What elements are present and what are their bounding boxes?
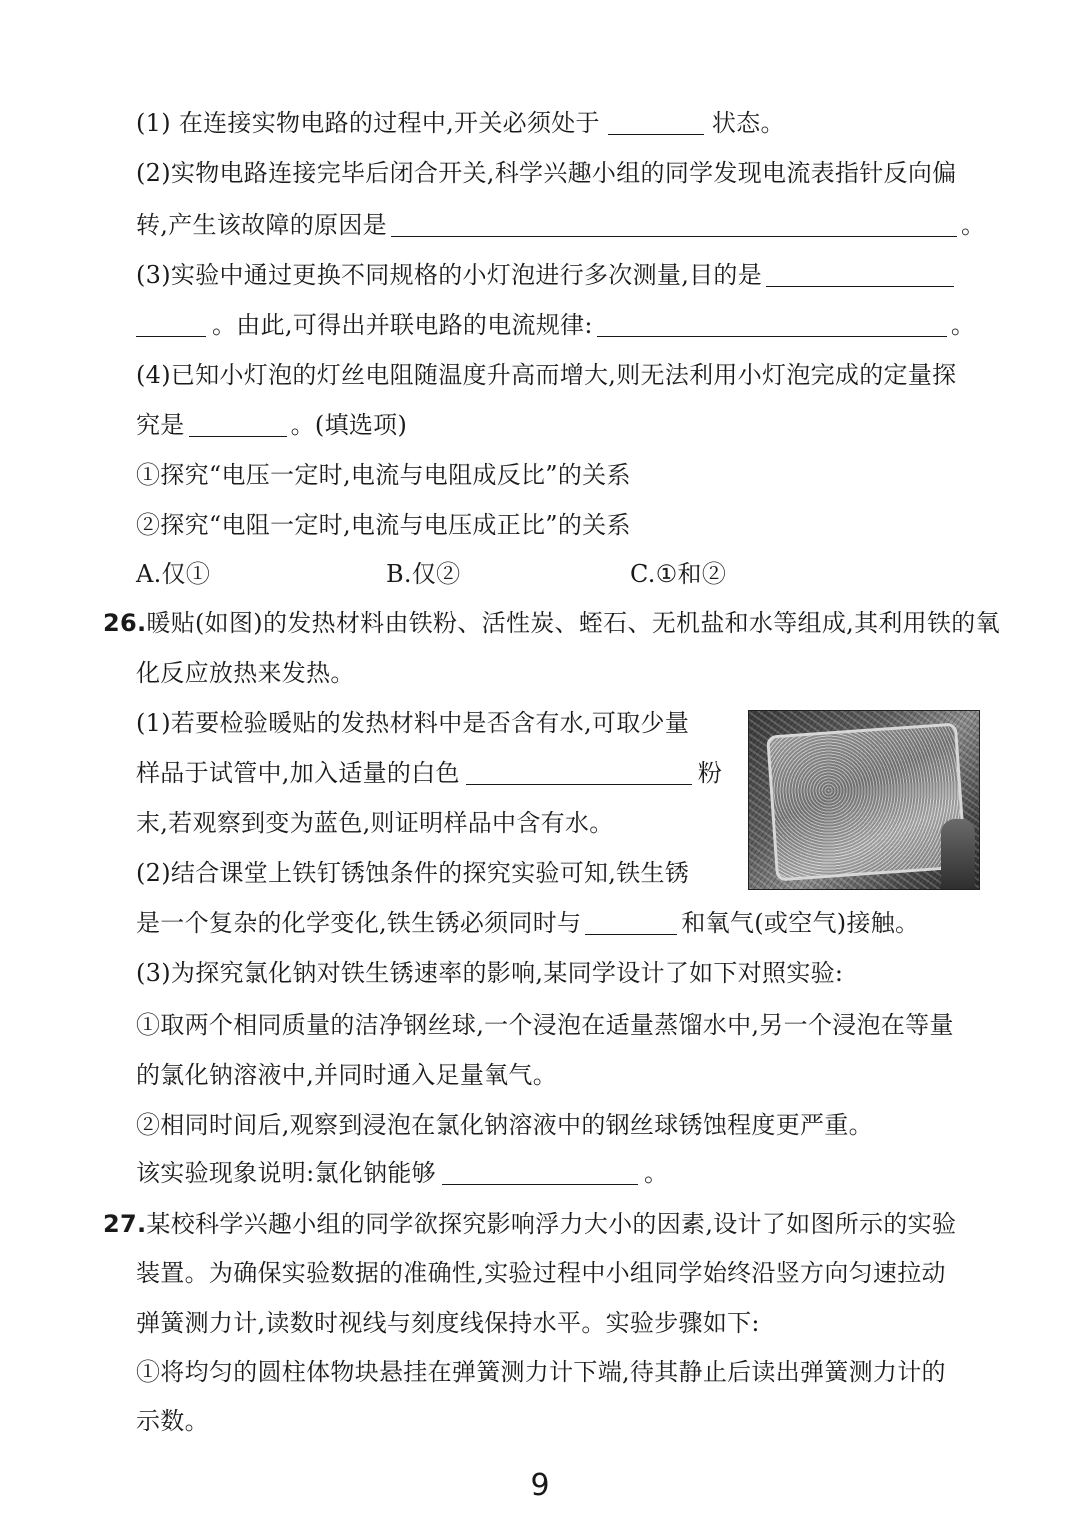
q25-part3-mid: 。由此,可得出并联电路的电流规律: <box>212 311 593 339</box>
q26-part2-line1: (2)结合课堂上铁钉锈蚀条件的探究实验可知,铁生锈 <box>136 859 690 887</box>
q25-part2-tail: 。 <box>960 211 986 239</box>
option-a[interactable]: A.仅① <box>136 560 211 588</box>
q25-part2-line1: (2)实物电路连接完毕后闭合开关,科学兴趣小组的同学发现电流表指针反向偏 <box>136 159 957 187</box>
hand-shape <box>941 819 975 889</box>
q26-intro-line1 <box>103 608 1000 638</box>
q27-text: 某校科学兴趣小组的同学欲探究影响浮力大小的因素,设计了如图所示的实验 <box>146 1210 957 1238</box>
answer-blank[interactable] <box>442 1160 638 1185</box>
q25-part1-tail: 状态。 <box>711 109 785 137</box>
answer-blank[interactable] <box>466 760 692 785</box>
q26-intro-line2: 化反应放热来发热。 <box>136 659 355 687</box>
answer-blank[interactable] <box>189 412 287 437</box>
q26-conclusion-text: 该实验现象说明:氯化钠能够 <box>136 1159 436 1187</box>
q25-item1: ①探究“电压一定时,电流与电阻成反比”的关系 <box>136 461 631 489</box>
q26-part3-line1: (3)为探究氯化钠对铁生锈速率的影响,某同学设计了如下对照实验: <box>136 959 844 987</box>
q25-part3-text: (3)实验中通过更换不同规格的小灯泡进行多次测量,目的是 <box>136 261 763 289</box>
option-b[interactable]: B.仅② <box>386 560 461 588</box>
answer-blank[interactable] <box>766 262 954 287</box>
q27-line2: 装置。为确保实验数据的准确性,实验过程中小组同学始终沿竖方向匀速拉动 <box>136 1259 946 1287</box>
q25-part3-line2 <box>136 310 980 340</box>
page-number: 9 <box>530 1468 550 1503</box>
q25-part4-line1: (4)已知小灯泡的灯丝电阻随温度升高而增大,则无法利用小灯泡完成的定量探 <box>136 361 957 389</box>
q26-part1-text: 样品于试管中,加入适量的白色 <box>136 759 460 787</box>
q26-conclusion <box>136 1158 980 1188</box>
q26-part1-tail: 粉 <box>697 759 723 787</box>
q25-part1 <box>136 108 980 138</box>
answer-blank[interactable] <box>136 312 206 337</box>
q25-part4-text: 究是 <box>136 411 185 439</box>
q26-step1-line2: 的氯化钠溶液中,并同时通入足量氧气。 <box>136 1061 558 1089</box>
q27-line3: 弹簧测力计,读数时视线与刻度线保持水平。实验步骤如下: <box>136 1309 760 1337</box>
q27-step1-line1: ①将均匀的圆柱体物块悬挂在弹簧测力计下端,待其静止后读出弹簧测力计的 <box>136 1358 946 1386</box>
q26-step2: ②相同时间后,观察到浸泡在氯化钠溶液中的钢丝球锈蚀程度更严重。 <box>136 1111 873 1139</box>
q25-part3-tail: 。 <box>950 311 976 339</box>
q26-intro-text: 暖贴(如图)的发热材料由铁粉、活性炭、蛭石、无机盐和水等组成,其利用铁的氧 <box>146 609 1000 637</box>
q25-part2-text: 转,产生该故障的原因是 <box>136 211 387 239</box>
hand-warmer-photo <box>748 710 980 890</box>
question-number: 27. <box>103 1210 147 1238</box>
answer-blank[interactable] <box>585 910 677 935</box>
q25-part1-text: (1) 在连接实物电路的过程中,开关必须处于 <box>136 109 600 137</box>
answer-blank[interactable] <box>608 110 704 135</box>
answer-blank[interactable] <box>597 312 947 337</box>
q26-part2-text: 是一个复杂的化学变化,铁生锈必须同时与 <box>136 909 582 937</box>
answer-blank[interactable] <box>391 212 957 237</box>
q27-step1-line2: 示数。 <box>136 1407 209 1435</box>
option-c[interactable]: C.①和② <box>630 560 727 588</box>
q25-part2-line2 <box>136 210 986 240</box>
q25-part4-tail: 。(填选项) <box>290 411 408 439</box>
q26-part1-line3: 末,若观察到变为蓝色,则证明样品中含有水。 <box>136 809 614 837</box>
q27-line1 <box>103 1209 980 1239</box>
q26-part2-line2 <box>136 908 980 938</box>
hand-warmer-pad <box>766 723 967 882</box>
q25-item2: ②探究“电阻一定时,电流与电压成正比”的关系 <box>136 511 631 539</box>
q26-step1-line1: ①取两个相同质量的洁净钢丝球,一个浸泡在适量蒸馏水中,另一个浸泡在等量 <box>136 1011 954 1039</box>
q25-part4-line2 <box>136 410 980 440</box>
q26-part1-line1: (1)若要检验暖贴的发热材料中是否含有水,可取少量 <box>136 709 690 737</box>
q26-conclusion-tail: 。 <box>644 1159 669 1187</box>
q25-part3-line1 <box>136 260 980 290</box>
q26-part2-tail: 和氧气(或空气)接触。 <box>681 909 920 937</box>
question-number: 26. <box>103 609 147 637</box>
